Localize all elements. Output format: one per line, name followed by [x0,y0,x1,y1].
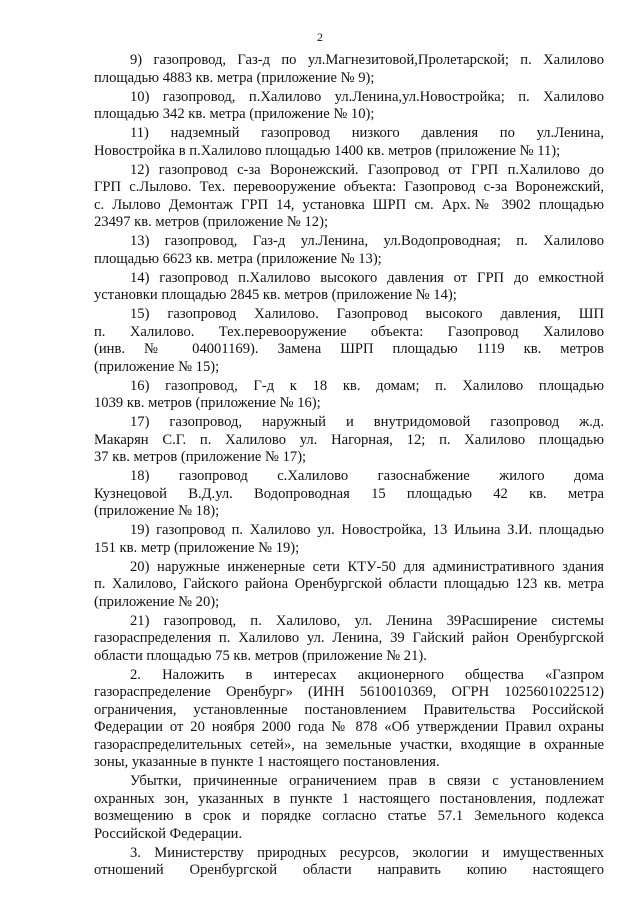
text-line: возмещению в срок и порядке согласно статье 57.1 Земельного кодекса [94,808,604,824]
text-line: п. Халилово, Гайского района Оренбургской области площадью 123 кв. метра [94,576,604,592]
text-line: 16) газопровод, Г-д к 18 кв. домам; п. Халилово площадью [130,377,604,394]
text-line: 1039 кв. метров (приложение № 16); [94,395,321,411]
text-line: с. Лылово Демонтаж ГРП 14, установка ШРП см. Арх.№ 3902 площадью [94,196,604,213]
text-line: зоны, указанные в пункте 1 настоящего постановления. [94,754,440,770]
paragraph-p11 [94,125,604,160]
text-line: 23497 кв. метров (приложение № 12); [94,214,328,230]
text-line: газораспределения п. Халилово ул. Ленина, 39 Гайский район Оренбургской [94,630,604,646]
text-line: 10) газопровод, п.Халилово ул.Ленина,ул.Новостройка; п. Халилово [130,88,604,105]
paragraph-p13 [94,233,604,268]
paragraph-p20 [94,559,604,612]
page-number: 2 [317,30,323,44]
text-line: (приложение № 20); [94,593,220,610]
text-line: газораспределительных сетей», на земельные участки, входящие в охранные [94,736,604,753]
text-line: 11) надземный газопровод низкого давления по ул.Ленина, [130,125,604,141]
text-line: ограничения, установленные постановлением Правительства Российской [94,701,604,718]
text-line: Кузнецовой В.Д.ул. Водопроводная 15 площадью 42 кв. метра [94,485,604,502]
text-line: 13) газопровод, Газ-д ул.Ленина, ул.Водопроводная; п. Халилово [130,233,604,249]
text-line: 14) газопровод п.Халилово высокого давления от ГРП до емкостной [130,269,604,286]
text-line: площадью 4883 кв. метра (приложение № 9); [94,69,375,86]
paragraph-p10 [94,89,604,124]
text-line: 2. Наложить в интересах акционерного общества «Газпром [130,666,604,683]
text-line: Федерации от 20 ноября 2000 года № 878 «Об утверждении Правил охраны [94,719,604,735]
text-line: 17) газопровод, наружный и внутридомовой газопровод ж.д. [130,414,604,430]
paragraph-p21 [94,613,604,666]
text-line: 18) газопровод с.Халилово газоснабжение жилого дома [130,468,604,484]
text-line: газораспределение Оренбург» (ИНН 5610010369, ОГРН 1025601022512) [94,684,604,700]
text-line: 12) газопровод с-за Воронежский. Газопровод от ГРП п.Халилово до [130,161,604,178]
text-line: 19) газопровод п. Халилово ул. Новостройка, 13 Ильина З.И. площадью [130,522,604,538]
text-line: 37 кв. метров (приложение № 17); [94,449,307,465]
text-line: охранных зон, указанных в пункте 1 настоящего постановления, подлежат [94,790,604,807]
paragraph-p14 [94,270,604,305]
text-line: 3. Министерству природных ресурсов, экологии и имущественных [130,844,604,861]
paragraph-item3 [94,845,604,880]
text-line: 20) наружные инженерные сети КТУ-50 для административного здания [130,558,604,575]
text-line: (инв. № 04001169). Замена ШРП площадью 1119 кв. метров [94,341,604,357]
text-line: 9) газопровод, Газ-д по ул.Магнезитовой,Пролетарской; п. Халилово [130,52,604,68]
paragraph-p16 [94,378,604,413]
text-line: области площадью 75 кв. метров (приложение № 21). [94,647,427,664]
text-line: 21) газопровод, п. Халилово, ул. Ленина 39Расширение системы [130,612,604,629]
text-line: (приложение № 15); [94,358,220,375]
paragraph-item2 [94,667,604,772]
text-line: Убытки, причиненные ограничением прав в связи с установлением [130,773,604,789]
paragraph-p9 [94,52,604,87]
text-line: площадью 6623 кв. метра (приложение № 13); [94,250,382,267]
paragraph-losses [94,773,604,843]
text-line: Российской Федерации. [94,825,243,842]
text-line: Макарян С.Г. п. Халилово ул. Нагорная, 12; п. Халилово площадью [94,431,604,448]
text-line: п. Халилово. Тех.перевооружение объекта: Газопровод Халилово [94,323,604,340]
text-line: площадью 342 кв. метра (приложение № 10); [94,106,375,122]
document-body [94,52,604,881]
text-line: 151 кв. метр (приложение № 19); [94,539,300,556]
text-line: установки площадью 2845 кв. метров (приложение № 14); [94,287,457,303]
paragraph-p17 [94,414,604,467]
text-line: Новостройка в п.Халилово площадью 1400 кв. метров (приложение № 11); [94,142,561,159]
text-line: (приложение № 18); [94,503,220,519]
paragraph-p15 [94,306,604,376]
paragraph-p19 [94,522,604,557]
text-line: отношений Оренбургской области направить копию настоящего [94,862,604,878]
text-line: 15) газопровод Халилово. Газопровод высокого давления, ШП [130,306,604,322]
paragraph-p18 [94,468,604,521]
paragraph-p12 [94,162,604,232]
text-line: ГРП с.Лылово. Тех. перевооружение объекта: Газопровод с-за Воронежский, [94,179,604,195]
